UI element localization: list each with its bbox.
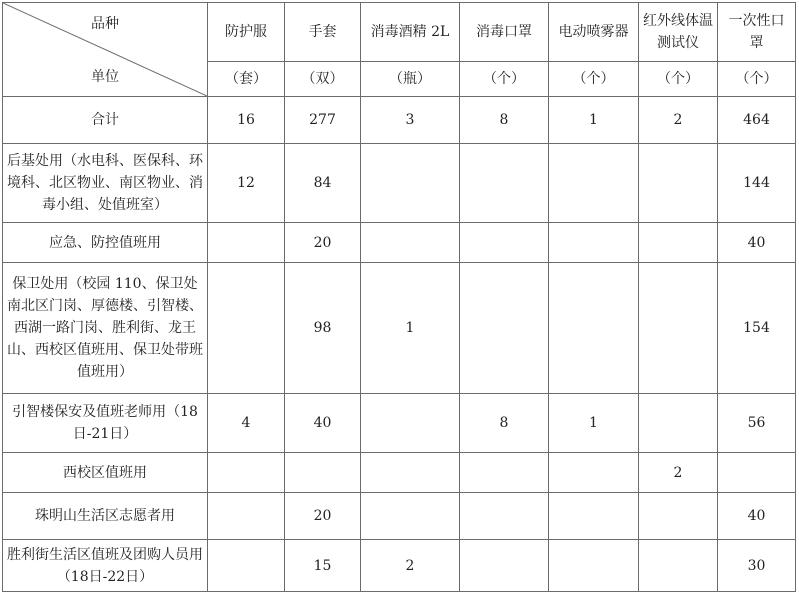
table-cell bbox=[361, 223, 460, 263]
table-cell bbox=[639, 223, 718, 263]
column-unit-disposable-mask: （个） bbox=[718, 62, 796, 97]
table-cell bbox=[361, 453, 460, 493]
table-cell bbox=[639, 263, 718, 394]
table-cell bbox=[460, 540, 549, 592]
table-row bbox=[3, 453, 796, 493]
row-unit-label: 后基处用（水电科、医保科、环境科、北区物业、南区物业、消毒小组、处值班室） bbox=[3, 144, 208, 223]
table-cell bbox=[460, 223, 549, 263]
header-row-names bbox=[3, 3, 796, 62]
table-cell: 1 bbox=[549, 394, 639, 453]
table-cell bbox=[361, 493, 460, 540]
table-cell bbox=[639, 144, 718, 223]
supply-distribution-table bbox=[2, 2, 796, 592]
table-cell: 2 bbox=[361, 540, 460, 592]
table-cell bbox=[208, 493, 285, 540]
table-cell: 56 bbox=[718, 394, 796, 453]
column-unit-disinfect-mask: （个） bbox=[460, 62, 549, 97]
table-cell bbox=[718, 453, 796, 493]
table-cell: 277 bbox=[285, 97, 361, 144]
row-unit-label: 应急、防控值班用 bbox=[3, 223, 208, 263]
table-cell: 154 bbox=[718, 263, 796, 394]
table-cell bbox=[549, 493, 639, 540]
table-cell: 12 bbox=[208, 144, 285, 223]
row-unit-label: 保卫处用（校园 110、保卫处南北区门岗、厚德楼、引智楼、西湖一路门岗、胜利街、龙王山、西校区值班用、保卫处带班值班用） bbox=[3, 263, 208, 394]
table-cell bbox=[208, 223, 285, 263]
table-cell: 40 bbox=[718, 223, 796, 263]
table-cell: 8 bbox=[460, 97, 549, 144]
row-unit-label: 珠明山生活区志愿者用 bbox=[3, 493, 208, 540]
table-cell: 144 bbox=[718, 144, 796, 223]
table-row bbox=[3, 540, 796, 592]
column-unit-sprayer: （个） bbox=[549, 62, 639, 97]
column-header-disposable-mask: 一次性口罩 bbox=[718, 3, 796, 62]
corner-header-cell bbox=[3, 3, 208, 97]
table-cell: 2 bbox=[639, 453, 718, 493]
table-cell: 40 bbox=[285, 394, 361, 453]
table-cell: 8 bbox=[460, 394, 549, 453]
corner-unit-label: 单位 bbox=[91, 69, 119, 85]
table-row bbox=[3, 97, 796, 144]
table-row bbox=[3, 263, 796, 394]
column-unit-protective-suit: （套） bbox=[208, 62, 285, 97]
table-cell: 16 bbox=[208, 97, 285, 144]
row-unit-label: 引智楼保安及值班老师用（18日-21日） bbox=[3, 394, 208, 453]
column-unit-thermometer: （个） bbox=[639, 62, 718, 97]
table-row bbox=[3, 144, 796, 223]
table-cell: 98 bbox=[285, 263, 361, 394]
table-cell bbox=[361, 394, 460, 453]
column-header-thermometer: 红外线体温测试仪 bbox=[639, 3, 718, 62]
table-cell bbox=[460, 453, 549, 493]
table-row bbox=[3, 394, 796, 453]
table-cell bbox=[549, 540, 639, 592]
table-cell: 20 bbox=[285, 493, 361, 540]
table-cell: 4 bbox=[208, 394, 285, 453]
table-cell: 84 bbox=[285, 144, 361, 223]
table-cell bbox=[549, 263, 639, 394]
column-header-alcohol: 消毒酒精 2L bbox=[361, 3, 460, 62]
table-cell bbox=[208, 540, 285, 592]
table-cell bbox=[549, 453, 639, 493]
table-cell bbox=[549, 144, 639, 223]
table-cell bbox=[639, 394, 718, 453]
table-cell: 20 bbox=[285, 223, 361, 263]
column-unit-gloves: （双） bbox=[285, 62, 361, 97]
row-unit-label: 西校区值班用 bbox=[3, 453, 208, 493]
table-cell: 15 bbox=[285, 540, 361, 592]
table-cell bbox=[460, 263, 549, 394]
column-header-protective-suit: 防护服 bbox=[208, 3, 285, 62]
table-cell bbox=[285, 453, 361, 493]
column-header-sprayer: 电动喷雾器 bbox=[549, 3, 639, 62]
column-header-disinfect-mask: 消毒口罩 bbox=[460, 3, 549, 62]
table-cell: 1 bbox=[549, 97, 639, 144]
corner-category-label: 品种 bbox=[91, 16, 119, 32]
table-cell bbox=[208, 263, 285, 394]
table-cell: 464 bbox=[718, 97, 796, 144]
table-cell bbox=[460, 144, 549, 223]
table-cell bbox=[639, 540, 718, 592]
table-row bbox=[3, 223, 796, 263]
table-cell: 2 bbox=[639, 97, 718, 144]
table-cell bbox=[208, 453, 285, 493]
table-cell bbox=[460, 493, 549, 540]
row-unit-label: 胜利街生活区值班及团购人员用（18日-22日） bbox=[3, 540, 208, 592]
row-unit-label: 合计 bbox=[3, 97, 208, 144]
table-cell: 30 bbox=[718, 540, 796, 592]
table-cell bbox=[549, 223, 639, 263]
table-cell bbox=[639, 493, 718, 540]
column-unit-alcohol: （瓶） bbox=[361, 62, 460, 97]
table-cell: 3 bbox=[361, 97, 460, 144]
table-cell: 40 bbox=[718, 493, 796, 540]
table-cell bbox=[361, 144, 460, 223]
column-header-gloves: 手套 bbox=[285, 3, 361, 62]
table-row bbox=[3, 493, 796, 540]
table-cell: 1 bbox=[361, 263, 460, 394]
